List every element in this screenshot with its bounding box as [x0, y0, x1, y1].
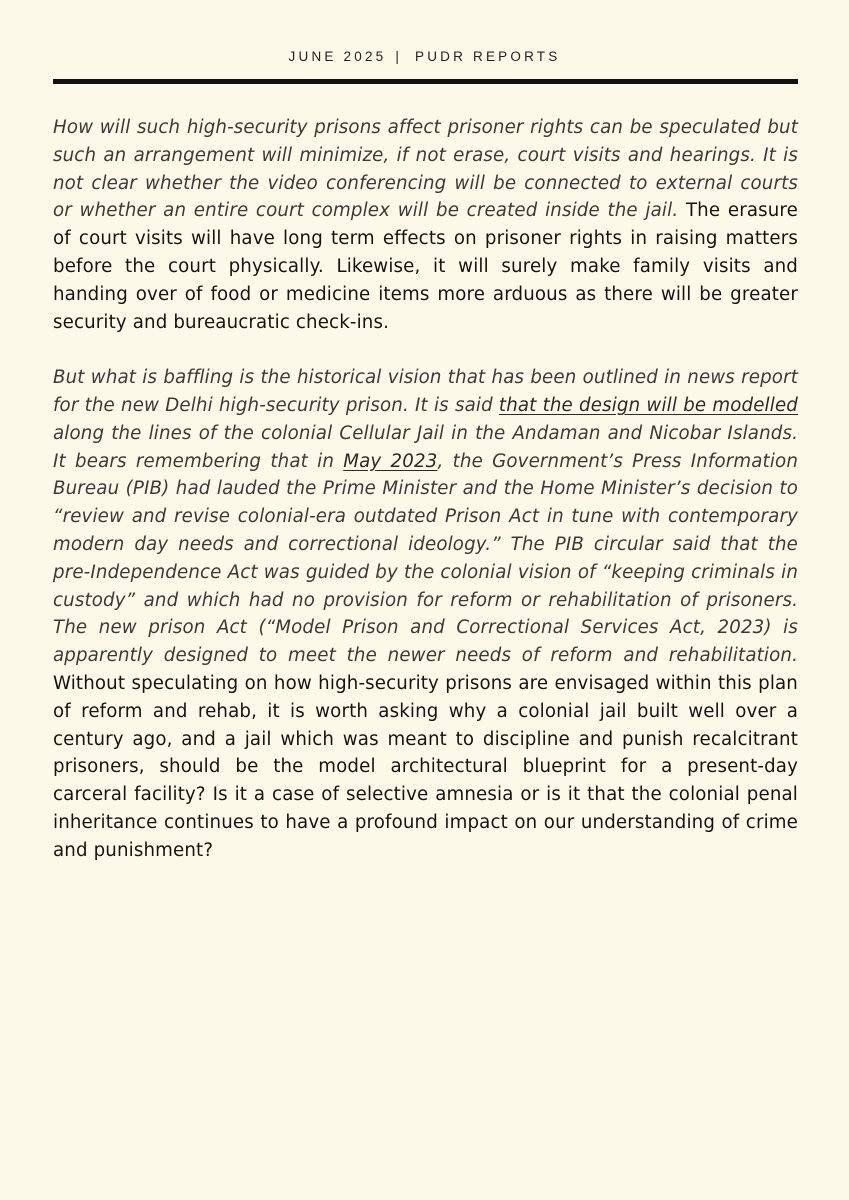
- design-modelled-link[interactable]: that the design will be modelled: [498, 394, 798, 416]
- paragraph-2-italic-a: But what is baffling is the historical vision that has been outlined in news report for the new Delhi high-security prison. It is said: [53, 367, 798, 416]
- may-2023-link[interactable]: May 2023: [343, 450, 438, 472]
- header-separator: |: [395, 49, 403, 64]
- header-date: JUNE 2025: [288, 49, 387, 64]
- paragraph-2-regular: Without speculating on how high-security prisons are envisaged within this plan of reform and rehab, it is worth asking why a colonial jail built well over a century ago, and a jail which was meant to discipline and punish recalcitrant prisoners, should be the model architectural blueprint for a present-day carceral facility? Is it a case of selective amnesia or is it that the colonial penal inheritance continues to have a profound impact on our understanding of crime and punishment?: [53, 672, 798, 861]
- page-header: [0, 49, 849, 64]
- article-body: [53, 114, 798, 892]
- header-rule: [53, 79, 798, 84]
- paragraph-2: [53, 364, 798, 864]
- paragraph-1: [53, 114, 798, 336]
- paragraph-1-italic: How will such high-security prisons affect prisoner rights can be speculated but such an arrangement will minimize, if not erase, court visits and hearings. It is not clear whether the video conferencing will be connected to external courts or whether an entire court complex will be created inside the jail.: [53, 117, 798, 222]
- paragraph-2-italic-b: along the lines of the colonial Cellular Jail in the Andaman and Nicobar Islands. It bears remembering that in: [53, 422, 798, 472]
- paragraph-2-italic-c: , the Government’s Press Information Bureau (PIB) had lauded the Prime Minister and the Home Minister’s decision to “review and revise colonial-era outdated Prison Act in tune with contemporary modern day needs and correctional ideology.” The PIB circular said that the pre-Independence Act was guided by the colonial vision of “keeping criminals in custody” and which had no provision for reform or rehabilitation of prisoners. The new prison Act (“Model Prison and Correctional Services Act, 2023) is apparently designed to meet the newer needs of reform and rehabilitation.: [53, 450, 798, 667]
- paragraph-1-regular: The erasure of court visits will have long term effects on prisoner rights in raising matters before the court physically. Likewise, it will surely make family visits and handing over of food or medicine items more arduous as there will be greater security and bureaucratic check-ins.: [53, 200, 798, 333]
- header-publication: PUDR REPORTS: [415, 49, 561, 64]
